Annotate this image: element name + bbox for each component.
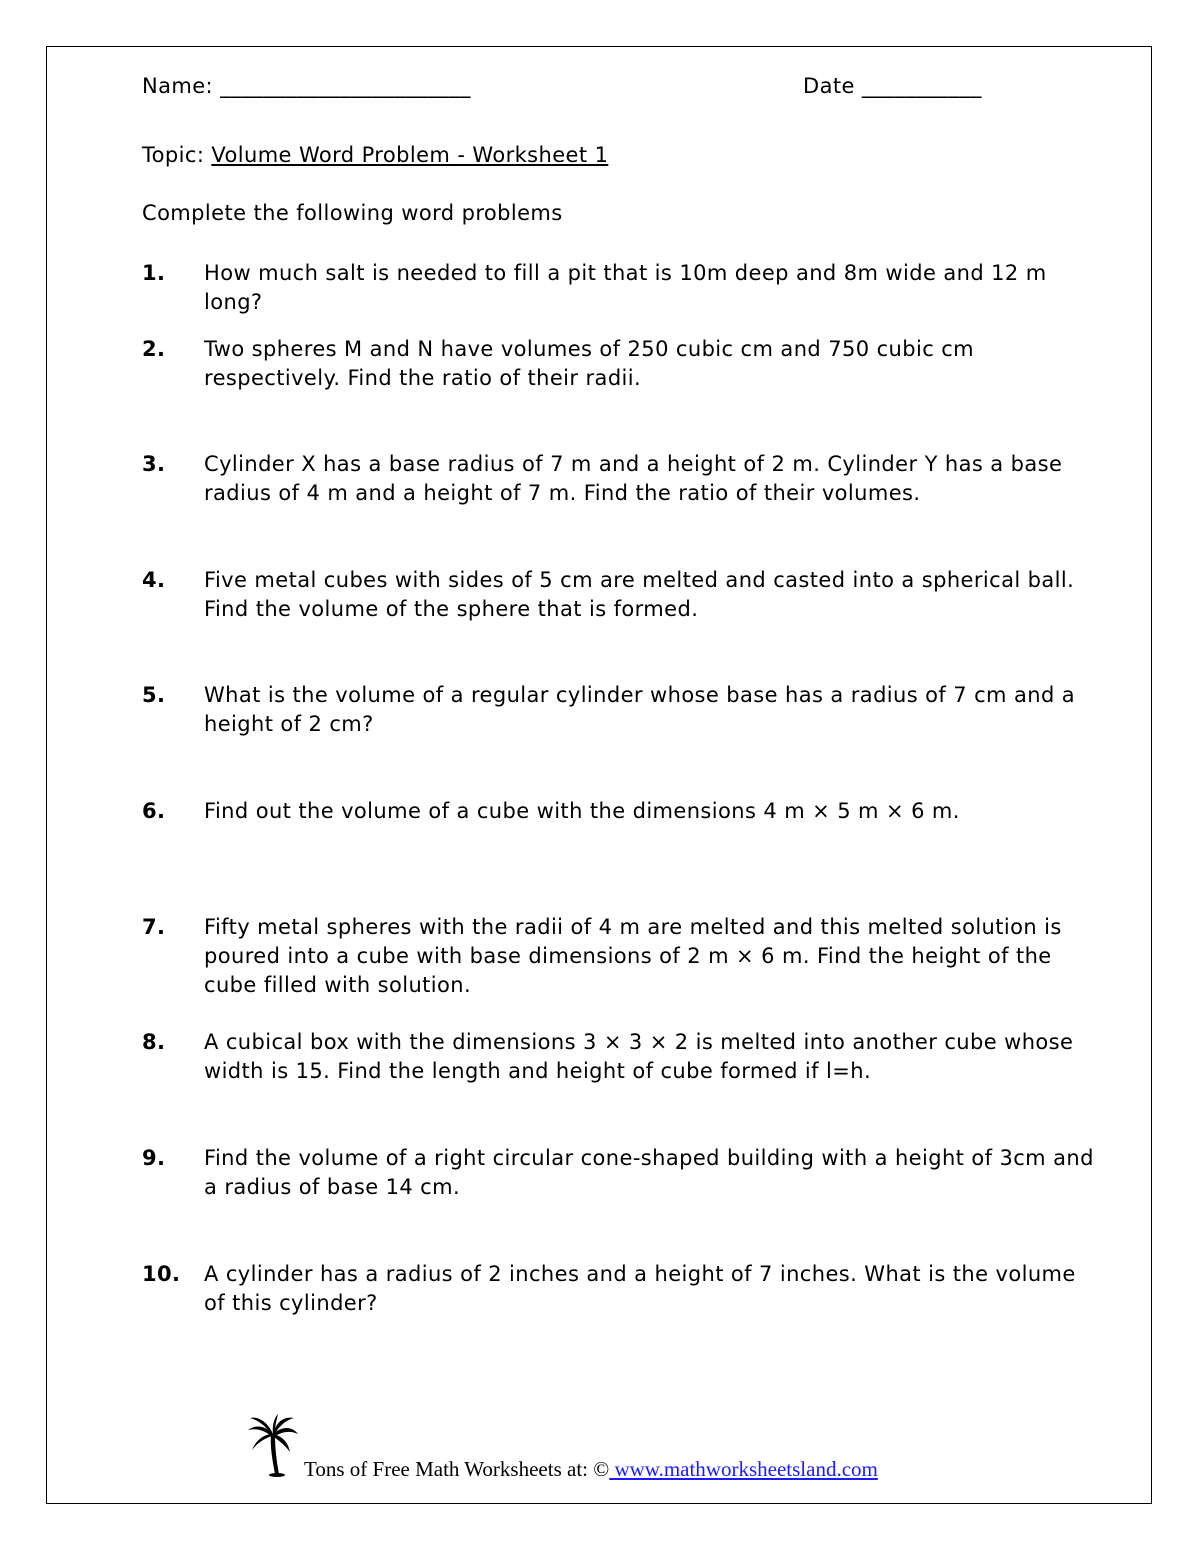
palm-tree-icon <box>244 1412 300 1478</box>
topic-line <box>142 143 608 167</box>
problem-item <box>142 681 1102 739</box>
footer-credit <box>304 1457 878 1482</box>
problem-item <box>142 566 1102 624</box>
name-field: Name: _______________________ <box>142 74 471 98</box>
problem-text: Find the volume of a right circular cone-shaped building with a height of 3cm and a radius of base 14 cm. <box>204 1146 1094 1199</box>
problem-number: 2. <box>142 337 166 361</box>
problem-number: 5. <box>142 683 166 707</box>
problem-text: Two spheres M and N have volumes of 250 cubic cm and 750 cubic cm respectively. Find the ratio of their radii. <box>204 337 975 390</box>
problem-number: 3. <box>142 452 166 476</box>
problem-item <box>142 1028 1102 1086</box>
problem-text: Find out the volume of a cube with the dimensions 4 m × 5 m × 6 m. <box>204 799 960 823</box>
problem-number: 8. <box>142 1030 166 1054</box>
problem-text: A cubical box with the dimensions 3 × 3 × 2 is melted into another cube whose width is 15. Find the length and height of cube formed if l=h. <box>204 1030 1074 1083</box>
problem-item <box>142 259 1102 317</box>
problem-number: 6. <box>142 799 166 823</box>
problem-number: 4. <box>142 568 166 592</box>
problem-item <box>142 335 1102 393</box>
instructions: Complete the following word problems <box>142 201 563 225</box>
problem-number: 1. <box>142 261 166 285</box>
website-link[interactable]: www.mathworksheetsland.com <box>609 1457 878 1481</box>
problem-item <box>142 1260 1102 1318</box>
footer <box>244 1412 1004 1482</box>
problem-item <box>142 913 1102 1000</box>
topic-title: Volume Word Problem - Worksheet 1 <box>211 143 609 167</box>
problem-item <box>142 450 1102 508</box>
credit-text: Tons of Free Math Worksheets at: © <box>304 1457 610 1481</box>
problem-text: Five metal cubes with sides of 5 cm are melted and casted into a spherical ball. Find the volume of the sphere that is formed. <box>204 568 1075 621</box>
problem-text: How much salt is needed to fill a pit that is 10m deep and 8m wide and 12 m long? <box>204 261 1047 314</box>
problem-item <box>142 797 1102 826</box>
problem-number: 9. <box>142 1146 166 1170</box>
problem-text: What is the volume of a regular cylinder whose base has a radius of 7 cm and a height of 2 cm? <box>204 683 1076 736</box>
problem-item <box>142 1144 1102 1202</box>
date-field: Date ___________ <box>803 74 982 98</box>
topic-label: Topic: <box>142 143 212 167</box>
problem-number: 10. <box>142 1262 181 1286</box>
problem-number: 7. <box>142 915 166 939</box>
problem-text: A cylinder has a radius of 2 inches and a height of 7 inches. What is the volume of this cylinder? <box>204 1262 1076 1315</box>
problem-text: Cylinder X has a base radius of 7 m and a height of 2 m. Cylinder Y has a base radius of 4 m and a height of 7 m. Find the ratio of their volumes. <box>204 452 1063 505</box>
problem-text: Fifty metal spheres with the radii of 4 m are melted and this melted solution is poured into a cube with base dimensions of 2 m × 6 m. Find the height of the cube filled with solution. <box>204 915 1062 997</box>
